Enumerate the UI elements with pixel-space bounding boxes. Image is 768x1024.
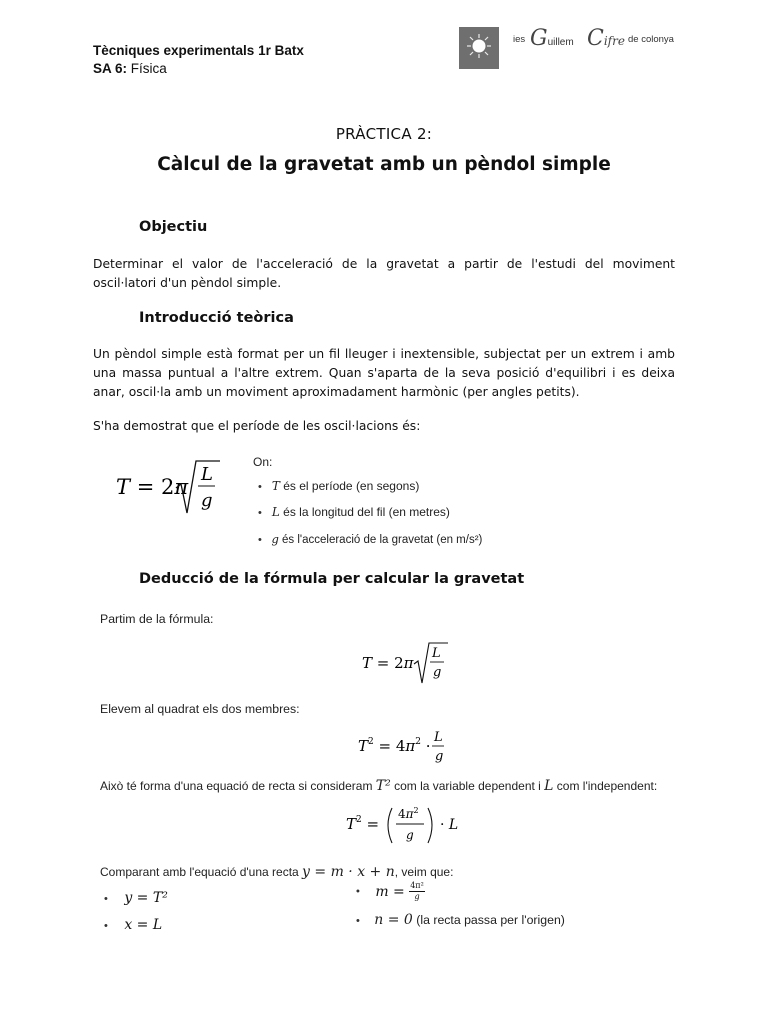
objectiu-text: Determinar el valor de l'acceleració de la gravetat a partir de l'estudi del moviment oscil·latori d'un pèndol simple. [93, 257, 675, 290]
logo-suffix: de colonya [628, 34, 674, 45]
sym-g: g [271, 532, 279, 546]
period-sentence: S'ha demostrat que el període de les oscil·lacions és: [93, 419, 421, 433]
on-item-gravity [258, 532, 482, 546]
bullet-icon: • [258, 534, 262, 546]
sym-l: L [271, 505, 280, 519]
sym-t: T [271, 479, 280, 493]
practice-number: PRÀCTICA 2: [335, 125, 433, 143]
eq2-den: g [435, 749, 444, 764]
eq1-num: L [432, 646, 441, 661]
n-eq: n = 0 [374, 912, 413, 928]
formula-den: g [201, 490, 213, 511]
on-item-text: és l'acceleració de la gravetat (en m/s²) [278, 534, 483, 546]
logo-name2: Cifre [587, 26, 625, 51]
p3-c: com l'independent: [553, 779, 658, 793]
sa-subject: Física [130, 61, 167, 76]
svg-text:T2 =: $T^2$ = [346, 815, 380, 833]
formula-num: L [201, 464, 213, 485]
equation-3 [346, 801, 466, 856]
svg-text:4π2: $4\pi^2$ [398, 806, 419, 821]
period-formula [116, 455, 216, 521]
left-item-x [104, 916, 162, 934]
sa-label: SA 6: [93, 61, 128, 76]
deduccio-p4 [100, 864, 453, 880]
m-num: 4π² [410, 881, 424, 890]
intro-text: Un pèndol simple està format per un fil lleuger i inextensible, subjectat per un extrem i amb una massa puntual a l'altre extrem. Quan s'aparta de la seva posició d'equilibri i es deixa anar, oscil·la amb un moviment aproximadament harmònic (per angles petits). [93, 347, 675, 399]
p4-eq: y = m · x + n [302, 864, 395, 880]
bullet-icon: • [104, 893, 108, 905]
n-note: (la recta passa per l'origen) [412, 913, 565, 927]
heading-introduccio: Introducció teòrica [139, 310, 294, 326]
on-item-length [258, 505, 450, 519]
logo-name1: Guillem [530, 26, 574, 51]
eq1-den: g [433, 665, 442, 680]
bullet-icon: • [258, 481, 262, 493]
p3-a: Això té forma d'una equació de recta si consideram [100, 779, 376, 793]
eq3-den: g [406, 828, 414, 842]
sun-icon [464, 32, 494, 60]
svg-text:T2 = 4π2 ·: $T^2 = 4\pi^2$ · [358, 737, 431, 755]
bullet-icon: • [104, 920, 108, 932]
bullet-icon: • [258, 507, 262, 519]
p3-sym1: T² [375, 778, 391, 794]
equation-1 [362, 638, 452, 693]
m-den: g [414, 892, 420, 901]
p4-a: Comparant amb l'equació d'una recta [100, 865, 303, 879]
bullet-icon: • [356, 915, 360, 927]
x-eq: x = L [124, 917, 163, 933]
m-eq: m = [375, 883, 410, 900]
eq3-rhs: · L [440, 817, 459, 833]
sa-line [93, 61, 167, 76]
eq2-num: L [434, 730, 443, 745]
y-eq: y = T² [124, 890, 168, 906]
right-item-m [356, 881, 425, 902]
deduccio-p3 [100, 778, 657, 794]
on-item-period [258, 479, 419, 493]
equation-2 [358, 727, 458, 776]
formula-lhs: T = 2π [116, 475, 189, 499]
school-logo-icon [459, 27, 499, 69]
svg-text:T = 2π: T = 2π [362, 654, 414, 672]
m-fraction [409, 881, 425, 902]
bullet-icon: • [356, 885, 360, 898]
heading-objectiu: Objectiu [139, 219, 208, 235]
left-item-y [104, 889, 168, 907]
deduccio-p1: Partim de la fórmula: [100, 612, 214, 626]
deduccio-p2: Elevem al quadrat els dos membres: [100, 702, 300, 716]
heading-deduccio: Deducció de la fórmula per calcular la gravetat [139, 571, 525, 587]
on-item-text: és el període (en segons) [279, 479, 420, 493]
on-label: On: [253, 455, 273, 469]
right-item-n [356, 912, 565, 928]
on-item-text: és la longitud del fil (en metres) [279, 505, 450, 519]
p4-b: , veim que: [394, 865, 454, 879]
course-title: Tècniques experimentals 1r Batx [93, 43, 304, 58]
page-title: Càlcul de la gravetat amb un pèndol simple [157, 154, 611, 175]
p3-b: com la variable dependent i [390, 779, 545, 793]
logo-prefix: ies [513, 34, 526, 45]
p3-sym2: L [544, 778, 554, 794]
